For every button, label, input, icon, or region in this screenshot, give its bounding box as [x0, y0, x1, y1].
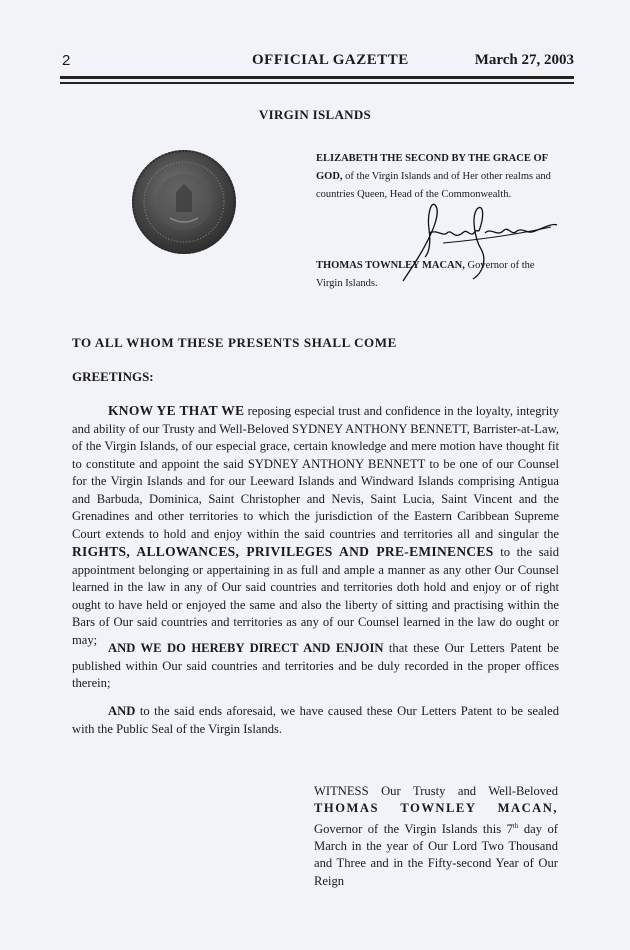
witness-text-a: Governor of the Virgin Islands this 7 — [314, 821, 513, 836]
direct-enjoin-paragraph — [72, 640, 559, 693]
governor-name: THOMAS TOWNLEY MACAN, — [316, 260, 465, 271]
gazette-header — [62, 52, 574, 72]
direct-enjoin-text: that these Our Letters Patent be published within Our said countries and territories and be duly recorded in the proper offices therein; — [72, 641, 559, 690]
seal-text: to the said ends aforesaid, we have caused these Our Letters Patent to be sealed with the Public Seal of the Virgin Islands. — [72, 704, 559, 736]
address-line: TO ALL WHOM THESE PRESENTS SHALL COME — [72, 335, 397, 350]
witness-sup: th — [512, 821, 519, 830]
witness-text-b: day of March in the year of Our Lord Two Thousand and Three and in the Fifty-second Year of Our Reign — [314, 821, 558, 888]
header-rule-thin — [60, 82, 574, 84]
witness-name: THOMAS TOWNLEY MACAN, — [314, 801, 558, 816]
know-ye-text-1: reposing especial trust and confidence in the loyalty, integrity and ability of our Trusty and Well-Beloved SYDNEY ANTHONY BENNETT, Barrister-at-Law, of the Virgin Islands, of our especial grace, certain knowledge and mere motion have thought fit to constitute and appoint the said SYDNEY ANTHONY BENNETT to be one of our Counsel for the Virgin Islands and for our Leeward Islands and Windward Islands comprising Antigua and Barbuda, Dominica, Saint Christopher and Nevis, Saint Lucia, Saint Vincent and the Grenadines and other territories to which the jurisdiction of the Eastern Caribbean Supreme Court extends to hold and enjoy within the said countries and territories all and singular the — [72, 404, 559, 541]
rights-heading: RIGHTS, ALLOWANCES, PRIVILEGES AND PRE-EMINENCES — [72, 544, 494, 559]
document-title: VIRGIN ISLANDS — [258, 107, 372, 122]
page-number: 2 — [62, 52, 71, 69]
direct-enjoin-lead: AND WE DO HEREBY DIRECT AND ENJOIN — [108, 641, 384, 655]
know-ye-lead: KNOW YE THAT WE — [108, 403, 245, 418]
witness-clause — [314, 783, 558, 890]
public-seal-icon — [130, 148, 238, 256]
seal-lead: AND — [108, 704, 136, 718]
governor-line — [316, 257, 561, 293]
royal-style-rest: of the Virgin Islands and of Her other realms and countries Queen, Head of the Commonwealth. — [316, 171, 551, 201]
know-ye-paragraph — [72, 402, 559, 649]
greetings-heading: GREETINGS: — [72, 369, 154, 384]
seal-paragraph — [72, 703, 559, 738]
know-ye-text-2: to the said appointment belonging or appertaining in as full and ample a manner as any other Our Counsel learned in the law in any of Our said countries and territories doth hold and enjoy or of right ought to have held or enjoyed the same and also the liberty of sitting and practising within the Bars of Our said countries and territories as any of our Counsel learned in the law do ought or may; — [72, 545, 560, 647]
header-rule-thick — [60, 76, 574, 79]
royal-style-bold: ELIZABETH THE SECOND BY THE GRACE OF GOD, — [316, 153, 548, 183]
gazette-title: OFFICIAL GAZETTE — [252, 52, 409, 68]
witness-line-1: WITNESS Our Trusty and Well-Beloved — [314, 784, 558, 798]
governor-title: Governor of the Virgin Islands. — [316, 260, 535, 290]
gazette-date: March 27, 2003 — [474, 52, 574, 68]
